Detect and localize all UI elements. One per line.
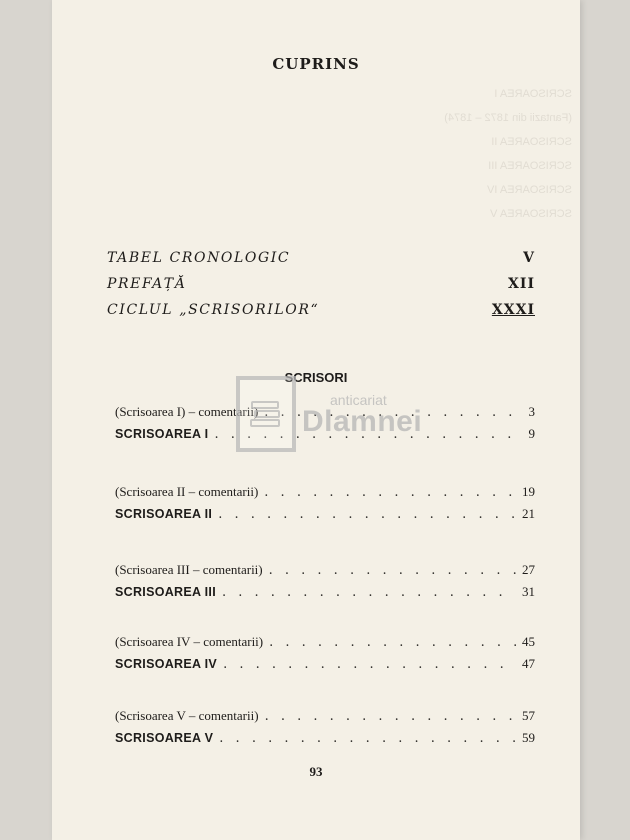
bleed-through-text — [382, 82, 572, 226]
dot-leader — [222, 585, 516, 600]
dot-leader — [218, 507, 516, 522]
page-title: CUPRINS — [272, 55, 360, 73]
toc-group-4 — [115, 634, 535, 678]
entry-label: (Scrisoarea II – comentarii) — [115, 484, 259, 499]
toc-group-3 — [115, 562, 535, 606]
watermark-small-text: anticariat — [330, 392, 387, 408]
entry-label: SCRISOAREA V — [115, 731, 214, 745]
dot-leader — [265, 709, 516, 724]
entry-page: 57 — [522, 708, 535, 723]
toc-entry — [115, 506, 535, 528]
entry-label: (Scrisoarea IV – comentarii) — [115, 634, 264, 649]
entry-page: 59 — [522, 730, 535, 745]
entry-label: PREFAȚĂ — [107, 276, 187, 292]
ghost-line: SCRISOAREA V — [490, 208, 572, 220]
front-matter-entry — [107, 250, 535, 276]
entry-label: (Scrisoarea III – comentarii) — [115, 562, 263, 577]
entry-page: V — [523, 250, 535, 266]
entry-page: 19 — [522, 484, 535, 499]
entry-page: 21 — [522, 506, 535, 521]
entry-page: 3 — [528, 404, 535, 419]
entry-label: SCRISOAREA II — [115, 507, 213, 521]
ghost-line: SCRISOAREA IV — [487, 184, 572, 196]
section-heading: SCRISORI — [284, 370, 348, 385]
entry-label: (Scrisoarea I) – comentarii) — [115, 404, 259, 419]
entry-page: 45 — [522, 634, 535, 649]
entry-page: 31 — [522, 584, 535, 599]
front-matter-list — [107, 250, 535, 328]
toc-entry — [115, 708, 535, 730]
entry-label: (Scrisoarea V – comentarii) — [115, 708, 259, 723]
entry-label: SCRISOAREA III — [115, 585, 216, 599]
entry-page: 9 — [528, 426, 535, 441]
dot-leader — [269, 635, 516, 650]
watermark-logo — [236, 376, 422, 452]
entry-page: 47 — [522, 656, 535, 671]
page-number: 93 — [309, 764, 323, 779]
ghost-line: SCRISOAREA II — [491, 136, 572, 148]
toc-entry — [115, 730, 535, 752]
front-matter-entry — [107, 302, 535, 328]
entry-label: TABEL CRONOLOGIC — [107, 250, 291, 266]
watermark-big-text: Dlamnei — [302, 405, 423, 438]
book-stack-icon — [236, 376, 296, 452]
entry-label: CICLUL „SCRISORILOR“ — [107, 302, 320, 318]
ghost-line: SCRISOAREA III — [488, 160, 572, 172]
toc-entry — [115, 562, 535, 584]
entry-page: XXXI — [491, 302, 535, 318]
dot-leader — [264, 485, 516, 500]
book-page — [52, 0, 580, 840]
toc-group-2 — [115, 484, 535, 528]
dot-leader — [223, 657, 516, 672]
toc-group-5 — [115, 708, 535, 752]
toc-entry — [115, 484, 535, 506]
toc-entry — [115, 656, 535, 678]
toc-entry — [115, 634, 535, 656]
entry-label: SCRISOAREA I — [115, 427, 209, 441]
dot-leader — [219, 731, 516, 746]
toc-entry — [115, 584, 535, 606]
ghost-line: (Fantazii din 1872 – 1874) — [444, 112, 572, 124]
entry-page: 27 — [522, 562, 535, 577]
entry-label: SCRISOAREA IV — [115, 657, 218, 671]
dot-leader — [269, 563, 516, 578]
ghost-line: SCRISOAREA I — [494, 88, 572, 100]
watermark-text — [302, 392, 422, 436]
front-matter-entry — [107, 276, 535, 302]
entry-page: XII — [508, 276, 535, 292]
